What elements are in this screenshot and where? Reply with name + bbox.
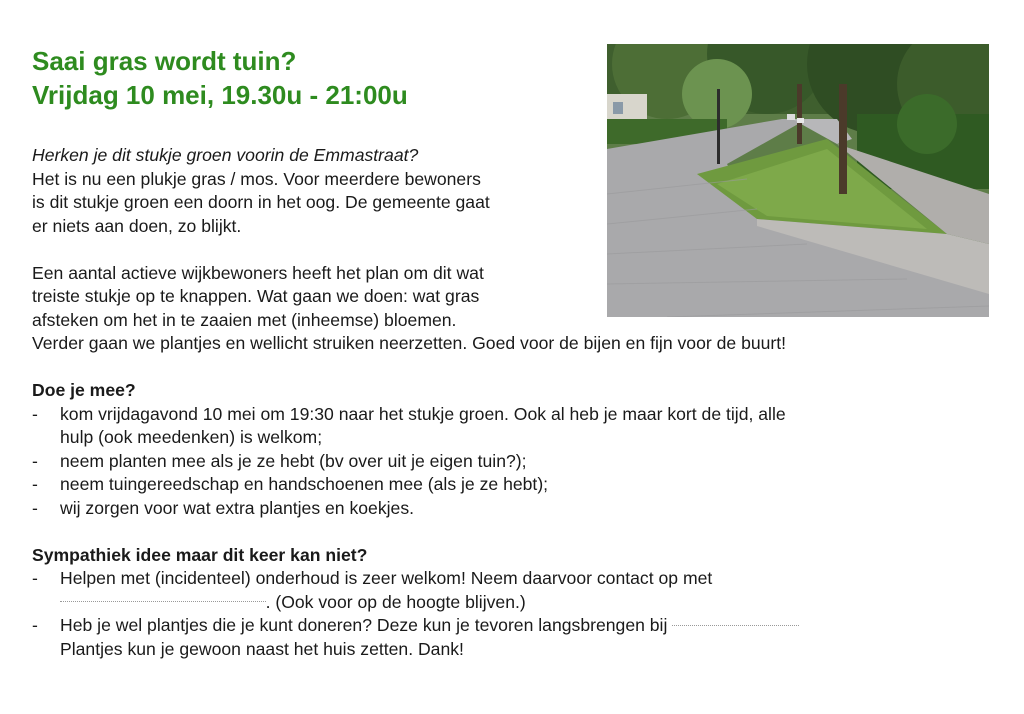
dash-marker: - [32, 450, 38, 471]
title-line-1: Saai gras wordt tuin? [32, 46, 297, 76]
cannot-item: - Helpen met (incidenteel) onderhoud is zeer welkom! Neem daarvoor contact op met . (Ook voor op de hoogte blijven.) [32, 567, 992, 614]
join-item: - wij zorgen voor wat extra plantjes en koekjes. [32, 497, 992, 521]
flyer-title [32, 44, 408, 112]
dash-marker: - [32, 615, 38, 635]
dash-marker: - [32, 403, 38, 424]
dash-marker: - [32, 568, 38, 588]
intro-question: Herken je dit stukje groen voorin de Emmastraat? [32, 145, 419, 165]
dash-marker: - [32, 497, 38, 518]
cannot-item: - Heb je wel plantjes die je kunt doneren? Deze kun je tevoren langsbrengen bij Plantjes kun je gewoon naast het huis zetten. Dank! [32, 614, 992, 661]
plan-line: afsteken om het in te zaaien met (inheemse) bloemen. [32, 309, 457, 330]
join-item: - neem tuingereedschap en handschoenen mee (als je ze hebt); [32, 473, 992, 497]
intro-line: Het is nu een plukje gras / mos. Voor meerdere bewoners [32, 168, 481, 189]
plan-line: Verder gaan we plantjes en wellicht struiken neerzetten. Goed voor de bijen en fijn voor de buurt! [32, 333, 787, 353]
cannot-heading: Sympathiek idee maar dit keer kan niet? [32, 544, 368, 565]
redacted-address [672, 614, 799, 638]
plan-line: treiste stukje op te knappen. Wat gaan we doen: wat gras [32, 286, 480, 306]
intro-line: er niets aan doen, zo blijkt. [32, 215, 242, 236]
dash-marker: - [32, 474, 38, 494]
join-item: - kom vrijdagavond 10 mei om 19:30 naar het stukje groen. Ook al heb je maar kort de tijd, alle hulp (ook meedenken) is welkom; [32, 403, 786, 447]
join-heading: Doe je mee? [32, 380, 136, 400]
intro-line: is dit stukje groen een doorn in het oog. De gemeente gaat [32, 192, 490, 212]
title-date-line: Vrijdag 10 mei, 19.30u - 21:00u [32, 80, 408, 110]
plan-line: Een aantal actieve wijkbewoners heeft het plan om dit wat [32, 262, 484, 283]
flyer-body [32, 144, 992, 661]
join-item: - neem planten mee als je ze hebt (bv over uit je eigen tuin?); [32, 450, 992, 474]
redacted-email [60, 591, 266, 615]
